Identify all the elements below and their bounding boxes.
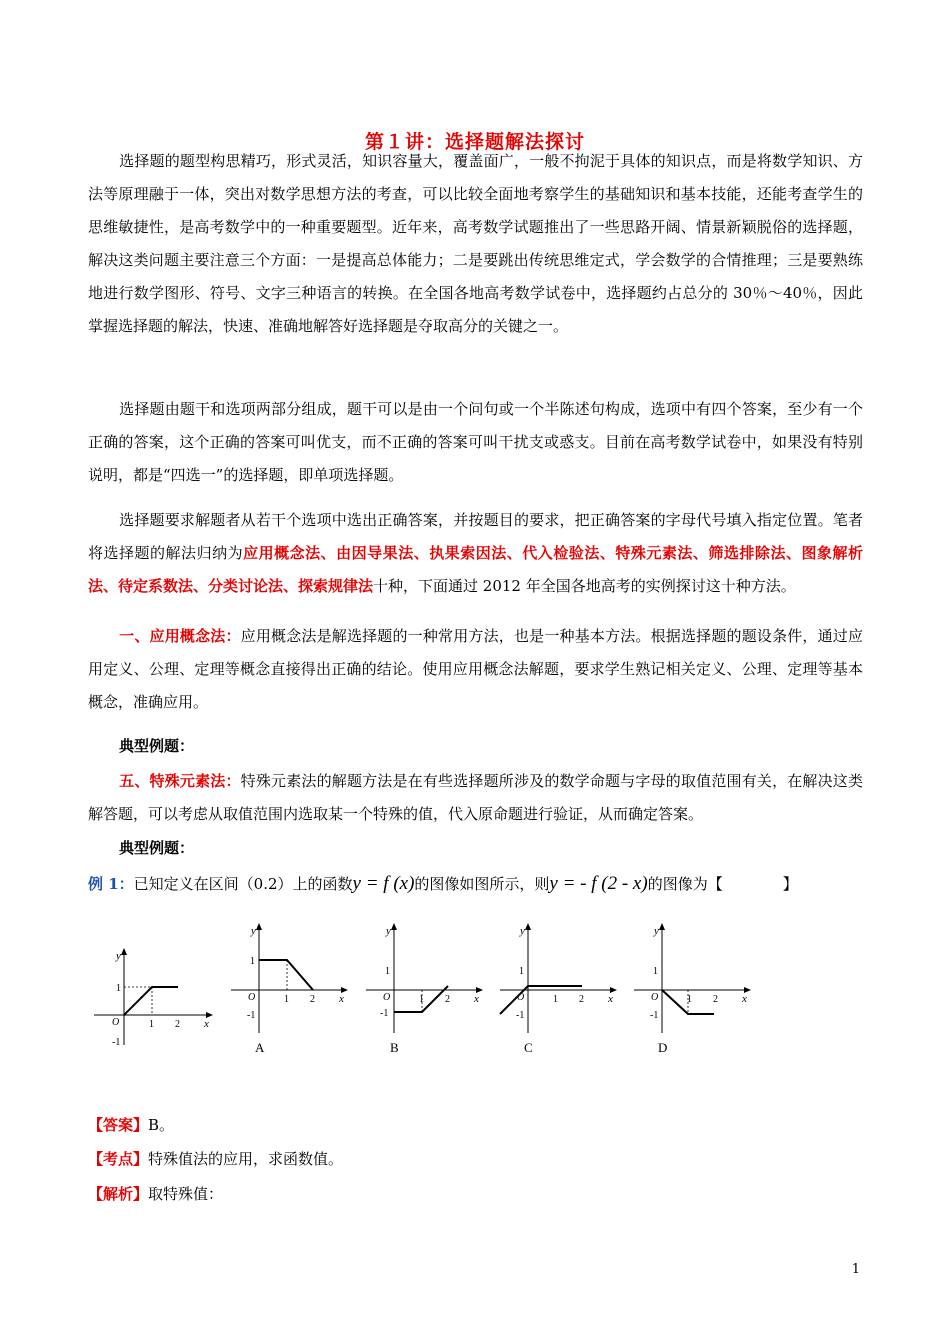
paragraph-intro-text: 选择题的题型构思精巧，形式灵活，知识容量大，覆盖面广，一般不拘泥于具体的知识点，而是将数学知识、方法等原理融于一体，突出对数学思想方法的考查，可以比较全面地考察学生的基础知识和基本技能，还能考查学生的思维敏捷性，是高考数学中的一种重要题型。近年来，高考数学试题推出了一些思路开阔、情景新颖脱俗的选择题，解决这类问题主要注意三个方面：一是提高总体能力；二是要跳出传统思维定式，学会数学的合情推理；三是要熟练地进行数学图形、符号、文字三种语言的转换。在全国各地高考数学试卷中，选择题约占总分的 30％～40％，因此掌握选择题的解法，快速、准确地解答好选择题是夺取高分的关键之一。 xyxy=(88,152,863,335)
paragraph-structure xyxy=(88,393,863,492)
example-text-2: 的图像如图所示，则 xyxy=(414,875,550,893)
section-special-label: 五、特殊元素法： xyxy=(119,772,241,790)
typical-examples-label-1: 典型例题： xyxy=(119,737,195,755)
paragraph-structure-text: 选择题由题干和选项两部分组成，题干可以是由一个问句或一个半陈述句构成，选项中有四个答案，至少有一个正确的答案，这个正确的答案可叫优支，而不正确的答案可叫干扰支或惑支。目前在高考数学试卷中，如果没有特别说明，都是“四选一”的选择题，即单项选择题。 xyxy=(88,400,863,484)
option-label-c: C xyxy=(524,1040,533,1055)
section-concept-method xyxy=(88,620,863,719)
option-label-b: B xyxy=(390,1040,399,1055)
tick-1-x: 1 xyxy=(687,994,692,1005)
example-text-3: 的图像为【 】 xyxy=(647,875,798,893)
tick-2-x: 2 xyxy=(579,994,584,1005)
paragraph-intro xyxy=(88,145,863,343)
x-axis-label: x xyxy=(742,993,747,1005)
tick-1-x: 1 xyxy=(149,1019,154,1030)
analysis-text: 取特殊值： xyxy=(148,1185,224,1203)
example-1-question xyxy=(88,873,798,895)
graph-option-b xyxy=(360,918,490,1058)
paragraph-methods xyxy=(88,504,863,603)
section-concept-text: 应用概念法是解选择题的一种常用方法，也是一种基本方法。根据选择题的题设条件，通过应用定义、公理、定理等概念直接得出正确的结论。使用应用概念法解题，要求学生熟记相关定义、公理、定理等基本概念，准确应用。 xyxy=(88,627,863,711)
methods-list: 应用概念法、由因导果法、执果索因法、代入检验法、特殊元素法、筛选排除法、图象解析法、待定系数法、分类讨论法、探索规律法 xyxy=(88,544,863,595)
y-axis-label: y xyxy=(386,925,391,937)
tick-neg1: -1 xyxy=(112,1037,121,1048)
page-number: 1 xyxy=(851,1262,860,1277)
answer-label: 【答案】 xyxy=(88,1116,149,1134)
tick-1: 1 xyxy=(250,956,255,967)
tick-neg1: -1 xyxy=(380,1008,389,1019)
tick-1: 1 xyxy=(653,966,658,977)
origin-label: O xyxy=(651,992,659,1003)
tick-2-x: 2 xyxy=(310,994,315,1005)
origin-label: O xyxy=(112,1017,120,1028)
y-axis-label: y xyxy=(654,925,659,937)
x-axis-label: x xyxy=(339,993,344,1005)
analysis-line xyxy=(88,1183,223,1205)
tick-1-x: 1 xyxy=(284,994,289,1005)
x-axis-label: x xyxy=(608,993,613,1005)
tick-1-x: 1 xyxy=(553,994,558,1005)
section-special-element-method xyxy=(88,765,863,831)
option-label-d: D xyxy=(658,1040,668,1055)
function-original: y = f (x) xyxy=(352,873,415,894)
section-concept-label: 一、应用概念法： xyxy=(119,627,241,645)
y-axis-label: y xyxy=(116,950,121,962)
origin-label: O xyxy=(383,992,391,1003)
tick-neg1: -1 xyxy=(516,1010,525,1021)
paragraph-methods-before: 选择题要求解题者从若干个选项中选出正确答案，并按题目的要求，把正确答案的字母代号填入指定位置。笔者将选择题的解法归纳为 xyxy=(88,511,863,562)
tick-2-x: 2 xyxy=(175,1019,180,1030)
tick-neg1: -1 xyxy=(650,1010,659,1021)
point-label: 【考点】 xyxy=(88,1150,149,1168)
x-axis-label: x xyxy=(474,993,479,1005)
y-axis-label: y xyxy=(251,925,256,937)
option-label-a: A xyxy=(255,1040,265,1055)
answer-line xyxy=(88,1114,174,1136)
graph-original xyxy=(90,945,220,1055)
point-text: 特殊值法的应用，求函数值。 xyxy=(148,1150,344,1168)
page-title: 第１讲：选择题解法探讨 xyxy=(364,131,585,153)
origin-label: O xyxy=(248,992,256,1003)
tick-1: 1 xyxy=(519,966,524,977)
paragraph-methods-after: 十种，下面通过 2012 年全国各地高考的实例探讨这十种方法。 xyxy=(373,577,796,595)
x-axis-label: x xyxy=(204,1018,209,1030)
y-axis-label: y xyxy=(520,925,525,937)
tick-2-x: 2 xyxy=(713,994,718,1005)
origin-label: O xyxy=(517,992,525,1003)
function-transformed: y = - f (2 - x) xyxy=(549,873,648,894)
tick-2-x: 2 xyxy=(445,994,450,1005)
graph-option-c xyxy=(494,918,624,1058)
section-special-text: 特殊元素法的解题方法是在有些选择题所涉及的数学命题与字母的取值范围有关，在解决这类解答题，可以考虑从取值范围内选取某一个特殊的值，代入原命题进行验证，从而确定答案。 xyxy=(88,772,863,823)
answer-text: B。 xyxy=(148,1116,175,1134)
tick-1-x: 1 xyxy=(419,994,424,1005)
point-line xyxy=(88,1148,343,1170)
analysis-label: 【解析】 xyxy=(88,1185,149,1203)
example-label: 例 1： xyxy=(88,875,134,893)
typical-examples-heading-1 xyxy=(88,730,863,763)
example-text-1: 已知定义在区间（0.2）上的函数 xyxy=(133,875,353,893)
typical-examples-label-2: 典型例题： xyxy=(119,839,195,857)
tick-1: 1 xyxy=(116,983,121,994)
tick-neg1: -1 xyxy=(247,1010,256,1021)
tick-1: 1 xyxy=(385,966,390,977)
graph-option-a xyxy=(225,918,355,1058)
graph-option-d xyxy=(628,918,758,1058)
typical-examples-heading-2 xyxy=(88,832,863,865)
